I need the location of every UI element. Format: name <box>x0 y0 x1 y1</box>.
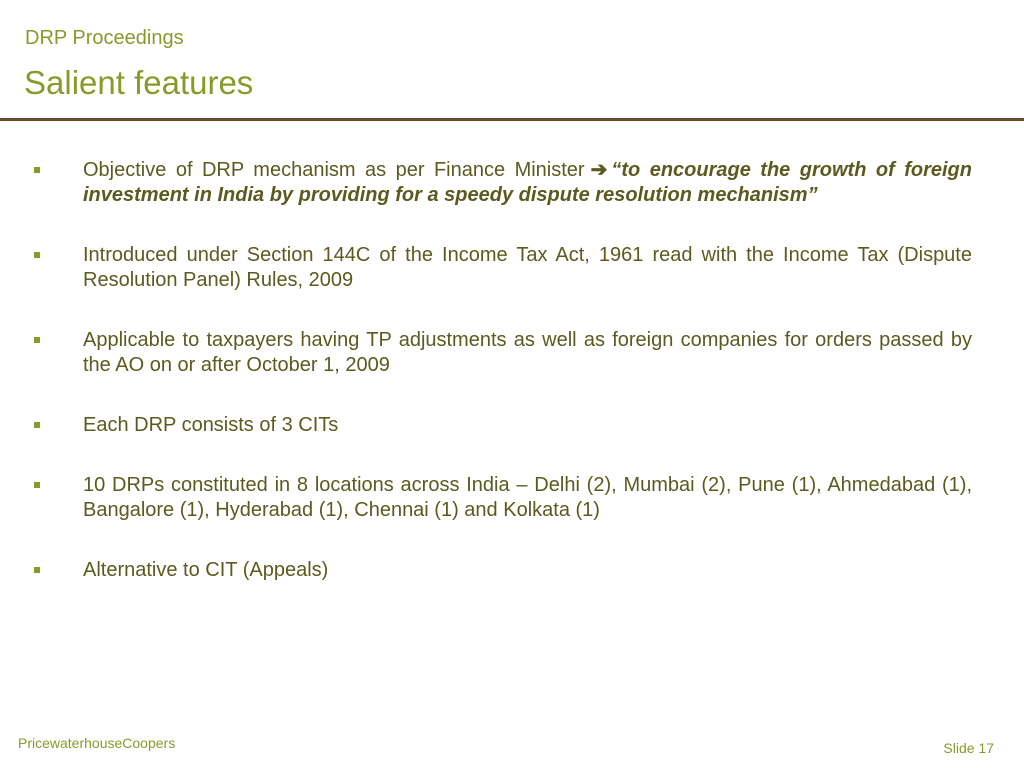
section-subtitle: DRP Proceedings <box>25 27 184 49</box>
square-bullet-icon <box>34 167 40 173</box>
bullet-item-alternative <box>30 558 972 583</box>
bullet-item-section-144c <box>30 243 972 293</box>
square-bullet-icon <box>34 337 40 343</box>
bullet-text: Introduced under Section 144C of the Income Tax Act, 1961 read with the Income Tax (Dispute Resolution Panel) Rules, 2009 <box>83 244 972 291</box>
bullet-text: Applicable to taxpayers having TP adjustments as well as foreign companies for orders passed by the AO on or after October 1, 2009 <box>83 329 972 376</box>
bullet-text: Objective of DRP mechanism as per Finance Minister <box>83 159 585 181</box>
header-divider <box>0 118 1024 121</box>
bullet-text: Each DRP consists of 3 CITs <box>83 414 339 436</box>
bullet-text: 10 DRPs constituted in 8 locations across India – Delhi (2), Mumbai (2), Pune (1), Ahmedabad (1), Bangalore (1), Hyderabad (1), Chennai (1) and Kolkata (1) <box>83 474 972 521</box>
bullet-list <box>30 158 972 618</box>
slide-title: Salient features <box>24 64 254 101</box>
square-bullet-icon <box>34 422 40 428</box>
company-name: PricewaterhouseCoopers <box>18 735 176 751</box>
square-bullet-icon <box>34 252 40 258</box>
bullet-item-composition <box>30 413 972 438</box>
right-arrow-icon: ➔ <box>590 159 608 181</box>
slide-number: Slide 17 <box>943 740 994 756</box>
bullet-item-objective <box>30 158 972 208</box>
bullet-item-applicability <box>30 328 972 378</box>
square-bullet-icon <box>34 567 40 573</box>
bullet-text: Alternative to CIT (Appeals) <box>83 559 329 581</box>
square-bullet-icon <box>34 482 40 488</box>
bullet-item-locations <box>30 473 972 523</box>
finance-minister-quote: “to encourage the growth of foreign investment in India by providing for a speedy dispute resolution mechanism” <box>83 159 972 206</box>
